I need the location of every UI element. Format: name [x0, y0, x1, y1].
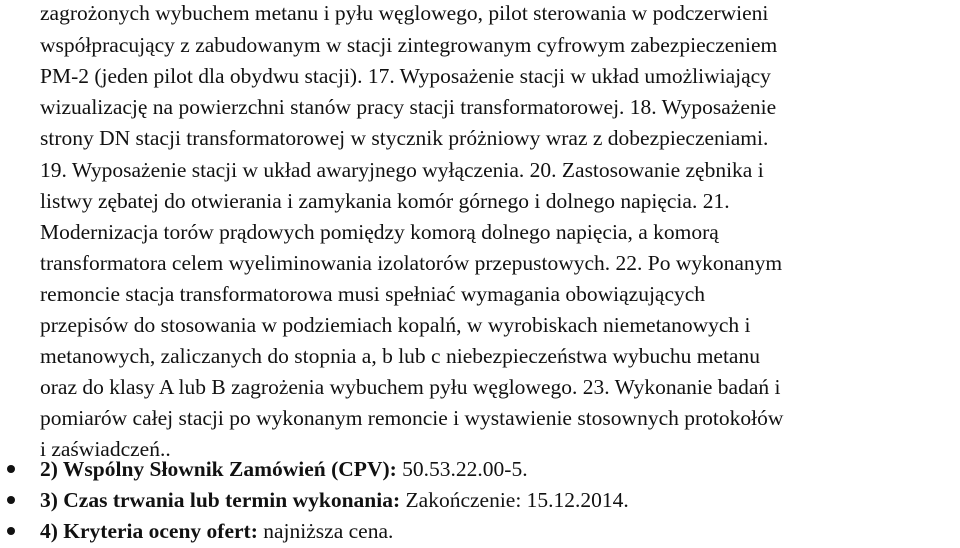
bullet-label: 4) Kryteria oceny ofert:: [40, 519, 258, 543]
bullet-icon: [7, 527, 15, 535]
bullet-icon: [7, 496, 15, 504]
paragraph-line: metanowych, zaliczanych do stopnia a, b lub c niebezpieczeństwa wybuchu metanu: [40, 344, 760, 368]
bullet-label: 3) Czas trwania lub termin wykonania:: [40, 488, 401, 512]
bullet-value: Zakończenie: 15.12.2014.: [400, 488, 629, 512]
paragraph-line: transformatora celem wyeliminowania izolatorów przepustowych. 22. Po wykonanym: [40, 251, 783, 275]
paragraph-line: PM-2 (jeden pilot dla obydwu stacji). 17. Wyposażenie stacji w układ umożliwiający: [40, 64, 771, 88]
bullet-label: 2) Wspólny Słownik Zamówień (CPV):: [40, 457, 397, 481]
paragraph-line: współpracujący z zabudowanym w stacji zintegrowanym cyfrowym zabezpieczeniem: [40, 33, 778, 57]
paragraph-line: zagrożonych wybuchem metanu i pyłu węglowego, pilot sterowania w podczerwieni: [40, 1, 769, 25]
paragraph-line: strony DN stacji transformatorowej w stycznik próżniowy wraz z dobezpieczeniami.: [40, 126, 769, 150]
bullet-icon: [7, 465, 15, 473]
paragraph-line: oraz do klasy A lub B zagrożenia wybuchem pyłu węglowego. 23. Wykonanie badań i: [40, 375, 781, 399]
paragraph-line: i zaświadczeń..: [40, 437, 171, 461]
bullet-value: 50.53.22.00-5.: [396, 457, 528, 481]
bullet-value: najniższa cena.: [257, 519, 394, 543]
paragraph-line: remoncie stacja transformatorowa musi spełniać wymagania obowiązujących: [40, 282, 706, 306]
paragraph-line: listwy zębatej do otwierania i zamykania komór górnego i dolnego napięcia. 21.: [40, 189, 730, 213]
paragraph-line: Modernizacja torów prądowych pomiędzy komorą dolnego napięcia, a komorą: [40, 220, 719, 244]
bullet-criteria: [40, 516, 393, 546]
bullet-cpv: [40, 454, 528, 484]
bullet-duration: [40, 485, 629, 515]
paragraph-line: 19. Wyposażenie stacji w układ awaryjnego wyłączenia. 20. Zastosowanie zębnika i: [40, 158, 764, 182]
paragraph-line: wizualizację na powierzchni stanów pracy stacji transformatorowej. 18. Wyposażenie: [40, 95, 777, 119]
paragraph-line: przepisów do stosowania w podziemiach kopalń, w wyrobiskach niemetanowych i: [40, 313, 751, 337]
paragraph-line: pomiarów całej stacji po wykonanym remoncie i wystawienie stosownych protokołów: [40, 406, 784, 430]
